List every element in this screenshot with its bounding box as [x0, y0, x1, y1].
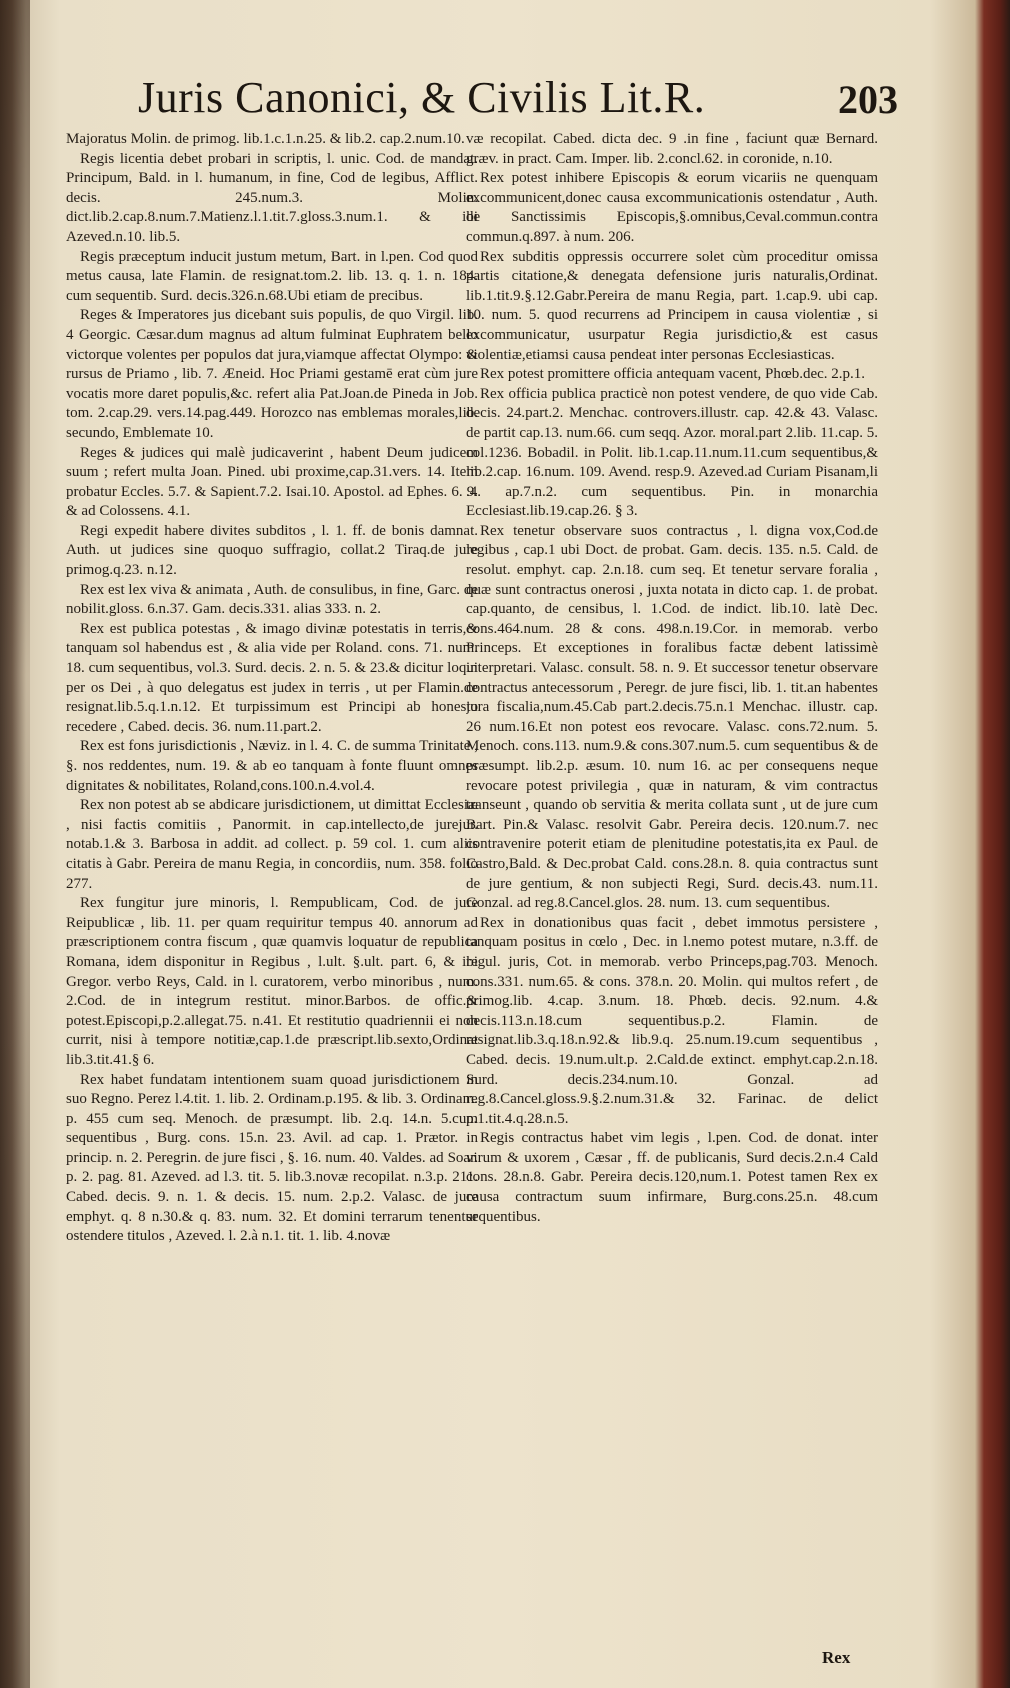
entry-paragraph: Reges & Imperatores jus dicebant suis populis, de quo Virgil. lib. 4 Georgic. Cæsar.dum magnus ad altum fulminat Euphratem bello victorque volentes per populos dat jura,viamque affectat Olympo: & rursus de Priamo , lib. 7. Æneid. Hoc Priami gestamē erat cùm jure vocatis more daret populis,&c. refert alia Pat.Joan.de Pineda in Job. tom. 2.cap.29. vers.14.pag.449. Horozco nas emblemas morales,lib. secundo, Emblemate 10.	[66, 307, 478, 441]
entry-paragraph: Rex potest inhibere Episcopis & eorum vicariis ne quenquam excommunicent,donec causa excommunicationis ostendatur , Auth. de Sanctissimis Episcopis,§.omnibus,Ceval.commun.contra commun.q.897. à num. 206.	[466, 170, 878, 245]
entry-paragraph: Rex fungitur jure minoris, l. Rempublicam, Cod. de jure Reipublicæ , lib. 11. per quam requiritur tempus 40. annorum ad præscriptionem contra fiscum , quæ quamvis loquatur de republica Romana, idem disponitur in Regibus , l.ult. §.ult. part. 6, & ibi Gregor. verbo Reys, Cald. in l. curatorem, verbo minoribus , num. 2.Cod. de in integrum restitut. minor.Barbos. de offic.& potest.Episcopi,p.2.allegat.75. n.41. Et restitutio quadriennii ei non currit, nisi à tempore notitiæ,cap.1.de præscript.lib.sexto,Ordinat lib.3.tit.41.§ 6.	[66, 895, 478, 1068]
left-column	[66, 130, 478, 1630]
page-number: 203	[838, 77, 898, 122]
entry-paragraph: Rex est publica potestas , & imago divinæ potestatis in terris,& tanquam sol habendus est , & alia vide per Roland. cons. 71. num. 18. cum sequentibus, vol.3. Surd. decis. 2. n. 5. & 23.& dicitur loqui per os Dei , à quo delegatus est judex in terris , ut per Flamin.de resignat.lib.5.q.1.n.12. Et turpissimum est Principi ab honesto recedere , Cabed. decis. 36. num.11.part.2.	[66, 620, 478, 735]
entry-paragraph: Rex potest promittere officia antequam vacent, Phœb.dec. 2.p.1.	[480, 366, 866, 383]
entry-paragraph: Regi expedit habere divites subditos , l. 1. ff. de bonis damnat. Auth. ut judices sine quoquo suffragio, collat.2 Tiraq.de jure primog.q.23. n.12.	[66, 522, 478, 579]
binding-shadow	[0, 0, 30, 1688]
entry-paragraph: Rex subditis oppressis occurrere solet cùm proceditur omissa partis citatione,& denegata defensione juris naturalis,Ordinat. lib.1.tit.9.§.12.Gabr.Pereira de manu Regia, part. 1.cap.9. ubi cap. 10. num. 5. quod recurrens ad Principem in causa violentiæ , si excommunicatur, usurpatur Regia jurisdictio,& est casus violentiæ,etiamsi causa pendeat inter personas Ecclesiasticas.	[466, 248, 878, 363]
entry-paragraph: Rex in donationibus quas facit , debet immotus persistere , tanquam positus in cœlo , Dec. in l.nemo potest mutare, n.3.ff. de regul. juris, Cot. in memorab. verbo Princeps,pag.703. Menoch. cons.331. num.65. & cons. 378.n. 20. Molin. qui multos refert , de primog.lib. 4.cap. 3.num. 18. Phœb. decis. 92.num. 4.& decis.113.n.18.cum sequentibus.p.2. Flamin. de resignat.lib.3.q.18.n.92.& lib.9.q. 25.num.19.cum sequentibus , Cabed. decis. 19.num.ult.p. 2.Cald.de extinct. emphyt.cap.2.n.18. Surd. decis.234.num.10. Gonzal. ad reg.8.Cancel.gloss.9.§.2.num.31.& 32. Farinac. de delict p.1.tit.4.q.28.n.5.	[466, 914, 878, 1127]
entry-paragraph: Reges & judices qui malè judicaverint , habent Deum judicem suum ; refert multa Joan. Pined. ubi proxime,cap.31.vers. 14. Item probatur Eccles. 5.7. & Sapient.7.2. Isai.10. Apostol. ad Ephes. 6. 9. & ad Colossens. 4.1.	[66, 444, 478, 520]
entry-paragraph: Majoratus Molin. de primog. lib.1.c.1.n.25. & lib.2. cap.2.num.10.	[66, 131, 465, 147]
entry-paragraph: Regis licentia debet probari in scriptis, l. unic. Cod. de mandat. Principum, Bald. in l. humanum, in fine, Cod de legibus, Afflict. decis. 245.num.3. Molin. dict.lib.2.cap.8.num.7.Matienz.l.1.tit.7.gloss.3.num.1. & ibi Azeved.n.10. lib.5.	[66, 150, 478, 245]
entry-paragraph: væ recopilat. Cabed. dicta dec. 9 .in fine , faciunt quæ Bernard. græv. in pract. Cam. Imper. lib. 2.concl.62. in coronide, n.10.	[466, 131, 878, 167]
entry-paragraph: Rex officia publica practicè non potest vendere, de quo vide Cab. decis. 24.part.2. Menchac. controvers.illustr. cap. 42.& 43. Valasc. de partit cap.13. num.66. cum seqq. Azor. moral.part 2.lib. 11.cap. 5. col.1236. Bobadil. in Polit. lib.1.cap.11.num.11.cum sequentibus,& lib.2.cap. 16.num. 109. Avend. resp.9. Azeved.ad Curiam Pisanam,li .4. ap.7.n.2. cum sequentibus. Pin. in monarchia Ecclesiast.lib.19.cap.26. § 3.	[466, 385, 878, 520]
entry-paragraph: Rex non potest ab se abdicare jurisdictionem, ut dimittat Ecclesiæ , nisi factis comitiis , Panormit. in cap.intellecto,de jurejur. notab.1.& 3. Barbosa in addit. ad collect. p. 59 col. 1. cum aliis citatis à Gabr. Pereira de manu Regia, in concordiis, num. 358. folio 277.	[66, 797, 478, 892]
right-column	[466, 130, 878, 1630]
entry-paragraph: Rex est lex viva & animata , Auth. de consulibus, in fine, Garc. de nobilit.gloss. 6.n.37. Gam. decis.331. alias 333. n. 2.	[66, 581, 478, 618]
running-title: Juris Canonici, & Civilis Lit.R.	[138, 73, 706, 122]
entry-paragraph: Regis præceptum inducit justum metum, Bart. in l.pen. Cod quod metus causa, late Flamin. de resignat.tom.2. lib. 13. q. 1. n. 184. cum sequentib. Surd. decis.326.n.68.Ubi etiam de precibus.	[66, 248, 478, 304]
entry-paragraph: Regis contractus habet vim legis , l.pen. Cod. de donat. inter virum & uxorem , Cæsar , ff. de publicanis, Surd decis.2.n.4 Cald cons. 28.n.8. Gabr. Pereira decis.120,num.1. Potest tamen Rex ex causa contractum suum infirmare, Burg.cons.25.n. 48.cum sequentibus.	[466, 1130, 878, 1225]
entry-paragraph: Rex habet fundatam intentionem suam quoad jurisdictionem in suo Regno. Perez l.4.tit. 1. lib. 2. Ordinam.p.195. & lib. 3. Ordinam. p. 455 cum seq. Menoch. de præsumpt. lib. 2.q. 14.n. 5.cum sequentibus , Burg. cons. 15.n. 23. Avil. ad cap. 1. Prætor. in princip. n. 2. Peregrin. de jure fisci , §. 16. num. 40. Valdes. ad Soar. p. 2. pag. 81. Azeved. ad l.3. tit. 5. lib.3.novæ recopilat. n.3.p. 211. Cabed. decis. 9. n. 1. & decis. 15. num. 2.p.2. Valasc. de jure emphyt. q. 8 n.30.& q. 83. num. 32. Et domini terrarum tenentur ostendere titulos , Azeved. l. 2.à n.1. tit. 1. lib. 4.novæ	[66, 1071, 478, 1245]
entry-paragraph: Rex est fons jurisdictionis , Næviz. in l. 4. C. de summa Trinitate , §. nos reddentes, num. 19. & ab eo tanquam à fonte fluunt omnes dignitates & nobilitates, Roland,cons.100.n.4.vol.4.	[66, 738, 478, 794]
catchword: Rex	[822, 1648, 851, 1667]
page-header	[138, 62, 898, 132]
entry-paragraph: Rex tenetur observare suos contractus , l. digna vox,Cod.de legibus , cap.1 ubi Doct. de probat. Gam. decis. 135. n.5. Cald. de resolut. emphyt. cap. 2.n.18. cum seq. Et tenetur servare foralia , quæ sunt contractus onerosi , juxta notata in dicto cap. 1. de probat. cap.quanto, de censibus, l. 1.Cod. de indict. lib.10. latè Dec. cons.464.num. 28 & cons. 498.n.19.Cor. in memorab. verbo Princeps. Et exceptiones in foralibus factæ debent latissimè interpretari. Valasc. consult. 58. n. 9. Et successor tenetur observare contractus antecessorum , Peregr. de jure fisci, lib. 1. tit.an habentes jura fiscalia,num.45.Cab part.2.decis.75.n.1 Menchac. illustr. cap. 26 num.16.Et non potest eos revocare. Valasc. cons.72.num. 5. Menoch. cons.113. num.9.& cons.307.num.5. cum sequentibus & de præsumpt. lib.2.p. æsum. 10. num 16. ac per consequens neque revocare potest privilegia , quæ in naturam, & vim contractus transeunt , quando ob servitia & merita collata sunt , ut de jure cum Bart. Pin.& Valasc. resolvit Gabr. Pereira decis. 120.num.7. nec contravenire poterit etiam de plenitudine potestatis,ita ex Paul. de Castro,Bald. & Dec.probat Cald. cons.28.n. 8. quia contractus sunt de jure gentium, & non subjecti Regi, Surd. decis.43. num.11. Gonzal. ad reg.8.Cancel.glos. 28. num. 13. cum sequentibus.	[466, 522, 878, 912]
